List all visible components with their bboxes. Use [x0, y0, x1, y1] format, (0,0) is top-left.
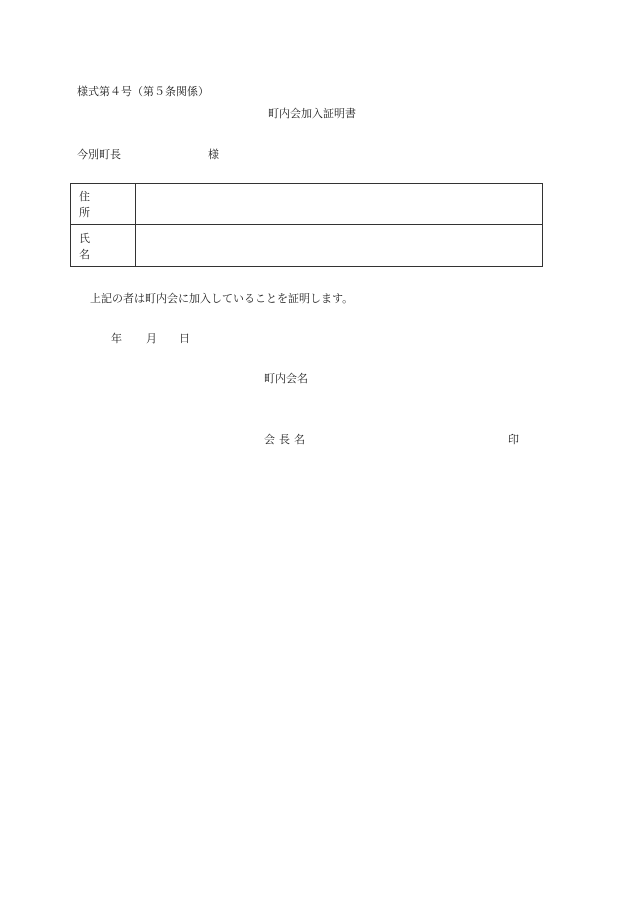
table-row-name — [71, 225, 542, 266]
addressee-honorific: 様 — [208, 148, 219, 161]
association-name-label: 町内会名 — [264, 372, 308, 385]
certification-statement: 上記の者は町内会に加入していることを証明します。 — [90, 292, 354, 305]
name-field[interactable] — [136, 225, 542, 266]
applicant-info-table — [70, 183, 543, 267]
document-title: 町内会加入証明書 — [268, 107, 356, 120]
name-label: 氏 名 — [71, 225, 136, 266]
table-row-address — [71, 184, 542, 225]
date-year-label: 年 — [111, 332, 122, 345]
address-label: 住 所 — [71, 184, 136, 224]
address-field[interactable] — [136, 184, 542, 224]
date-month-label: 月 — [146, 332, 157, 345]
form-number: 様式第４号（第５条関係） — [77, 85, 209, 98]
addressee-name: 今別町長 — [77, 148, 121, 161]
president-name-label: 会長名 — [264, 433, 309, 446]
seal-mark: 印 — [508, 433, 519, 446]
date-day-label: 日 — [179, 332, 190, 345]
